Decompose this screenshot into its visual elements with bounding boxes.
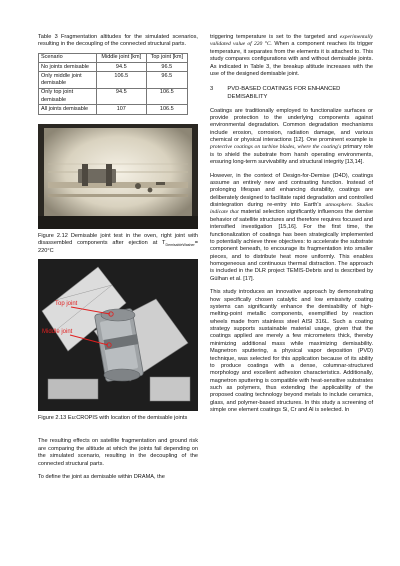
p1-text-c: primary role is to shield the substrate from harsh operating environments, ensuring long-term survivability and structural integrity [13,14]. bbox=[210, 144, 373, 166]
left-column bbox=[38, 34, 198, 481]
figure-2-13-caption: Figure 2.13 Eu:CROPIS with location of the demisable joints bbox=[38, 415, 188, 422]
p0-text-b: experimentally validated value of 220 °C. bbox=[210, 34, 373, 48]
p2-text-b: atmosphere. Studies indicate that bbox=[210, 202, 373, 216]
left-paragraph-1: The resulting effects on satellite fragmentation and ground risk are comparing the altitude at which the joints fail depending on the simulated scenario, resulting in the decoupling of the connected structural parts. bbox=[38, 438, 198, 467]
table-header-cell: Scenario bbox=[39, 53, 97, 62]
fragmentation-table bbox=[38, 53, 188, 115]
table-cell: 107 bbox=[97, 105, 147, 114]
table-cell: All joints demisable bbox=[39, 105, 97, 114]
eucropis-render bbox=[38, 259, 198, 411]
table-header-row bbox=[39, 53, 188, 62]
table-cell: 94.5 bbox=[97, 63, 147, 72]
section-title: PVD-BASED COATINGS FOR ENHANCED DEMISABILITY bbox=[227, 86, 341, 100]
p0-text-a: triggering temperature is set to the targeted and bbox=[210, 34, 340, 40]
right-column bbox=[210, 34, 373, 415]
table-cell: 96.5 bbox=[146, 63, 187, 72]
p1-text-b: protective coatings on turbine blades, where the coating's bbox=[210, 144, 342, 151]
oven-photo-graphic bbox=[38, 124, 198, 229]
table-cell: 94.5 bbox=[97, 88, 147, 105]
section-number: 3 bbox=[210, 86, 214, 93]
section-heading bbox=[210, 86, 373, 101]
table-cell: 106.5 bbox=[97, 72, 147, 89]
figure-2-12-caption bbox=[38, 233, 198, 256]
p2-text-a: However, in the context of Design-for-Demise (D4D), coatings assume an entirely new and contrasting function. Instead of prolonging lifespan and enhancing durability, coatings are deliberately designed to facilitate rapid degradation and controlled disintegration during re-entry into Earth's bbox=[210, 172, 373, 209]
middle-joint-label: Middle joint bbox=[42, 329, 73, 336]
right-paragraph-1 bbox=[210, 108, 373, 167]
right-paragraph-2 bbox=[210, 173, 373, 284]
table-row bbox=[39, 63, 188, 72]
table-cell: 96.5 bbox=[146, 72, 187, 89]
p0-text-c: When a component reaches its trigger temperature, it separates from the elements it is attached to. This study compares configurations with and without demisable joints. As indicated in Table 3, the breakup altitude increases with the use of the designed demisable joint. bbox=[210, 41, 373, 77]
table-cell: Only top joint demisable bbox=[39, 88, 97, 105]
table-header-cell: Middle joint [km] bbox=[97, 53, 147, 62]
table-cell: 106.5 bbox=[146, 105, 187, 114]
figure-2-12-caption-main: Figure 2.12 Demisable joint test in the oven, right joint with disassembled components after ejection at T bbox=[38, 232, 198, 246]
table-row bbox=[39, 105, 188, 114]
table-cell: Only middle joint demisable bbox=[39, 72, 97, 89]
top-joint-label: Top joint bbox=[55, 301, 78, 308]
eucropis-graphic bbox=[38, 259, 198, 411]
table-caption: Table 3 Fragmentation altitudes for the simulated scenarios, resulting in the decoupling of the connected structural parts. bbox=[38, 34, 198, 48]
figure-2-12-caption-subscript: DemisableWasher bbox=[165, 242, 195, 247]
table-cell: 106.5 bbox=[146, 88, 187, 105]
figure-2-12-caption-end: = 220°C bbox=[38, 239, 198, 254]
left-paragraph-2: To define the joint as demisable within DRAMA, the bbox=[38, 473, 165, 480]
table-row bbox=[39, 72, 188, 89]
p2-text-c: material selection significantly influences the demise behavior of satellite structures and therefore requires focused and intensified investigation [15,16]. For the first time, the functionalization of coatings has been strategically implemented to potentially achieve three objectives: to accelerate the substrate component beneath, to encourage its fragmentation into smaller pieces, and to distribute heat more uniformly. This enables homogeneous and continuous thermal distraction. The approach is included in the DLR project TEMIS-Debris and is described by Gülhan et al. [17]. bbox=[210, 209, 373, 282]
table-cell: No joints demisable bbox=[39, 63, 97, 72]
table-header-cell: Top joint [km] bbox=[146, 53, 187, 62]
right-paragraph-3: This study introduces an innovative approach by demonstrating how specifically chosen catalytic and low emissivity coating systems can significantly enhance the demisability of high-melting-point metallic components, exemplified by reaction wheels made from stainless steel AISI 316L. Such a coating strategy supports sustainable material usage, given that the coatings applied are merely a few micrometers thick, thereby minimizing additional mass while maximizing demisability. Magnetron sputtering, a physical vapor deposition (PVD) technique, was selected for this application because of its ability to produce coatings with a dense, columnar-structured morphology and excellent adhesion characteristics. Additionally, magnetron sputtering is compatible with heat-sensitive substrates such as polymers, thus extending the applicability of the proposed coating technology beyond metals to include ceramics, glass, and polymer-based structures. In this study a screening of simple one element coatings Si, Cr and Al is selected. In bbox=[210, 289, 373, 414]
table-row bbox=[39, 88, 188, 105]
oven-test-photo bbox=[38, 124, 198, 229]
p1-text-a: Coatings are traditionally employed to functionalize surfaces or provide protection to the underlying components against environmental degradation. Common degradation mechanisms include erosion, corrosion, radiation damage, and various chemical or physical interactions [12]. One prominent example is bbox=[210, 107, 373, 144]
right-paragraph-0 bbox=[210, 34, 373, 78]
